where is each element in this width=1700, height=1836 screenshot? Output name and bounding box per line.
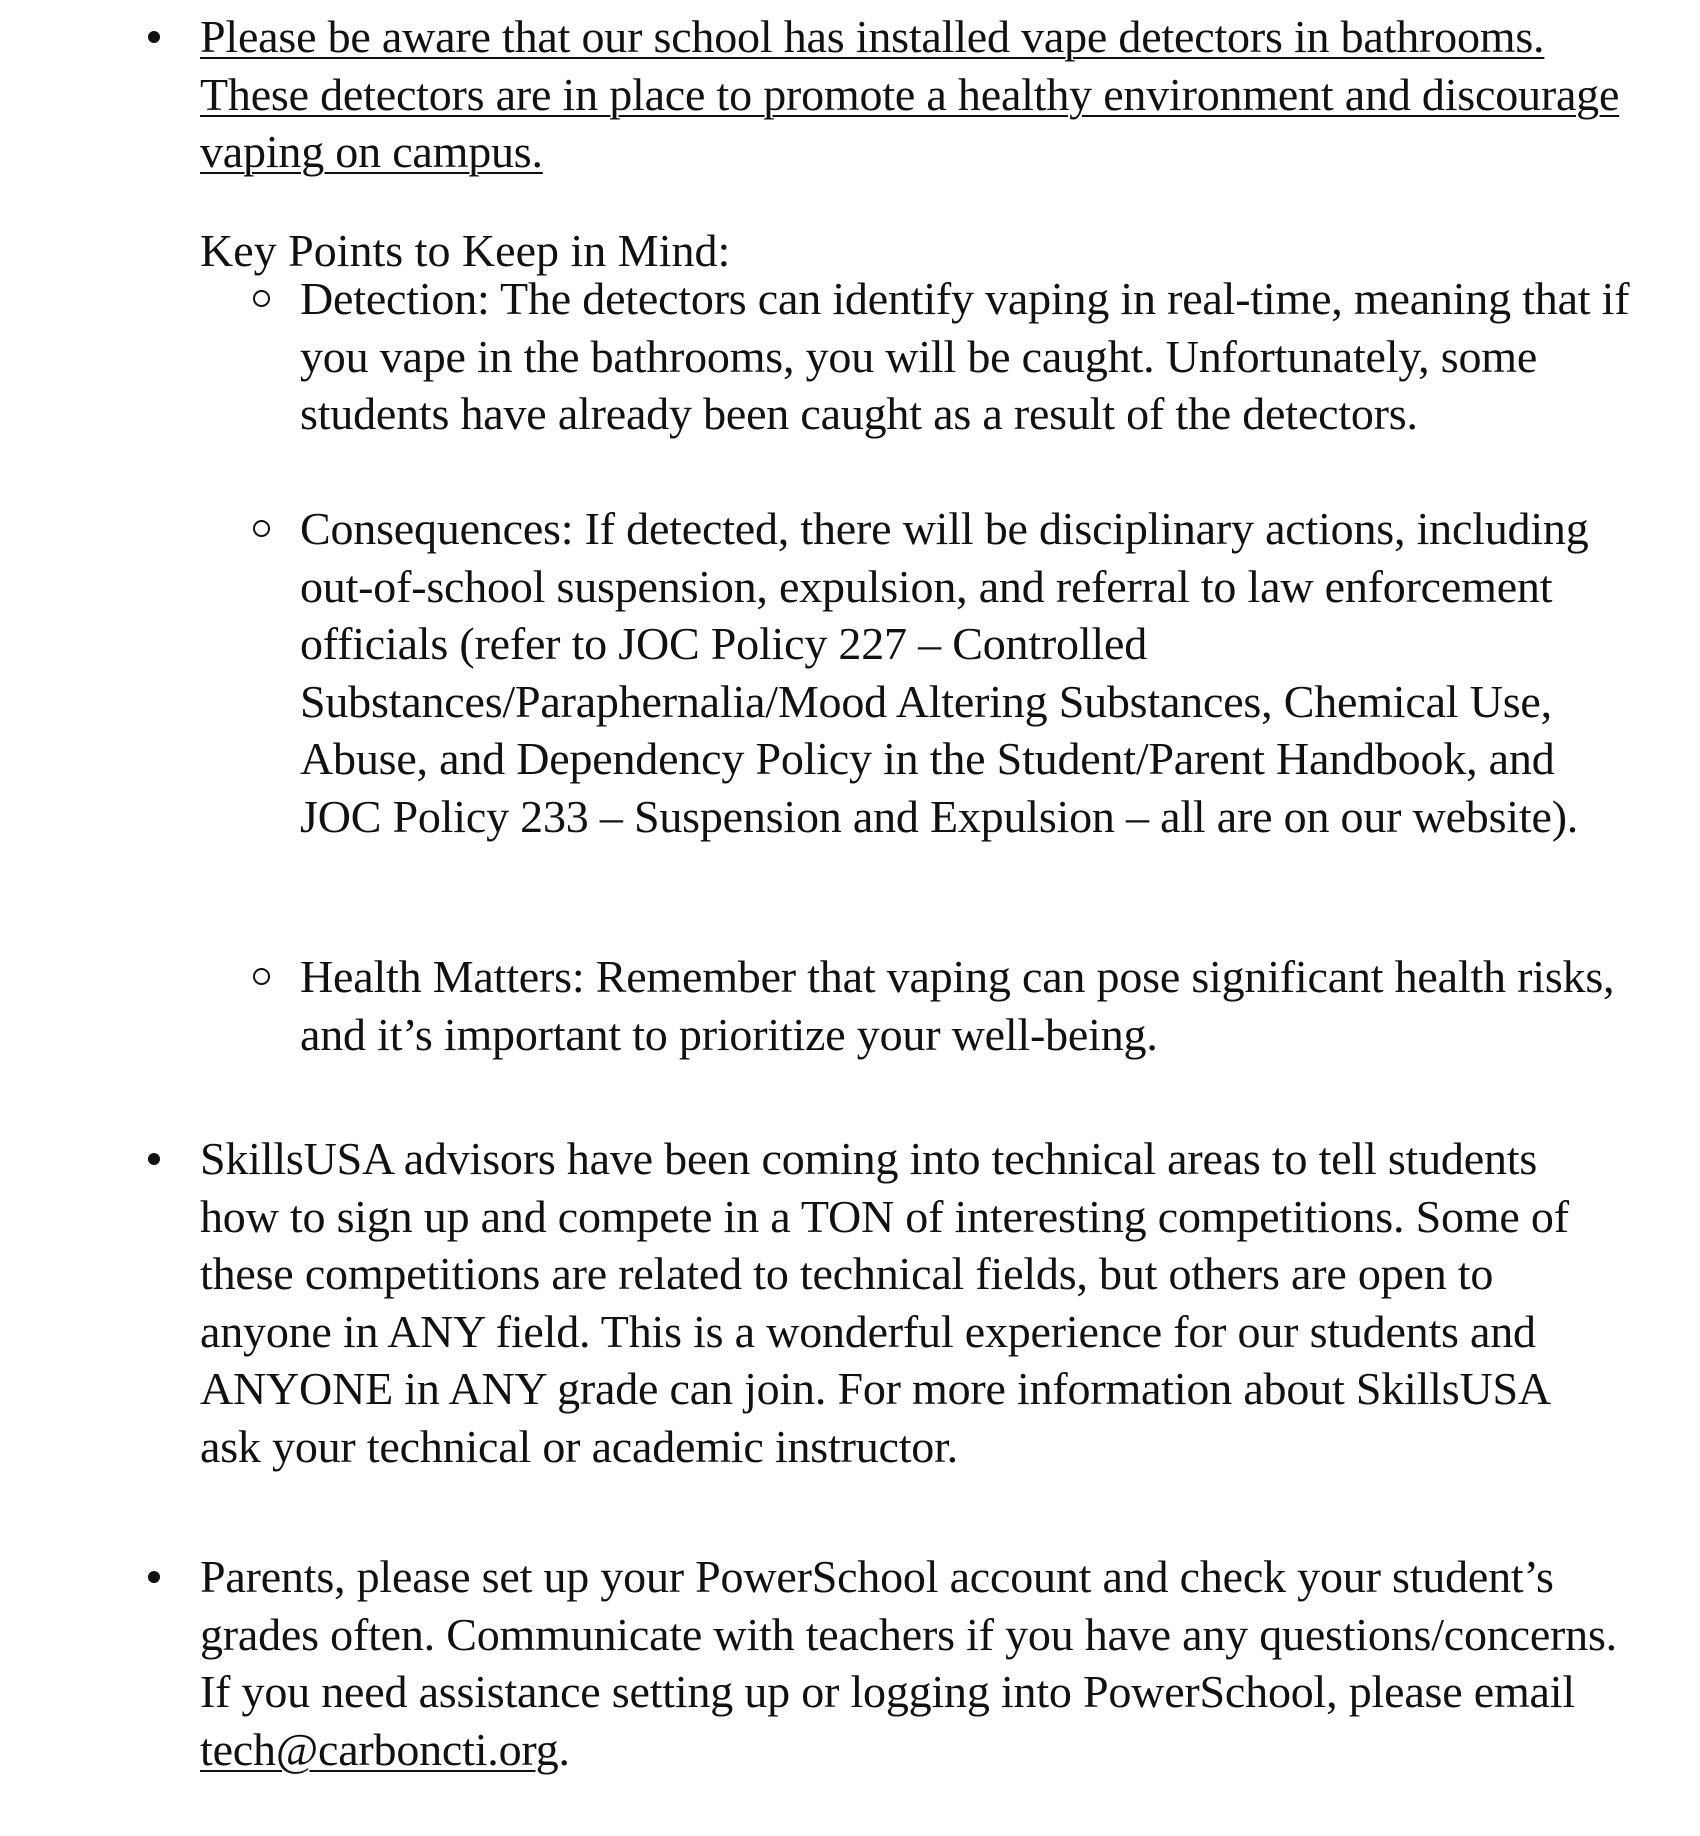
- bullet-icon: [148, 31, 160, 43]
- skillsusa-notice: [200, 1130, 1620, 1475]
- skillsusa-text: SkillsUSA advisors have been coming into technical areas to tell students how to sign up and compete in a TON of interesting competitions. Some of these competitions are related to technical fields, but others are open to anyone in ANY field. This is a wonderful experience for our students and ANYONE in ANY grade can join. For more information about SkillsUSA ask your technical or academic instructor.: [200, 1133, 1569, 1472]
- key-point-detection-text: Detection: The detectors can identify vaping in real-time, meaning that if you vape in the bathrooms, you will be caught. Unfortunately, some students have already been caught as a result of the detectors.: [300, 273, 1630, 439]
- circle-bullet-icon: [253, 290, 270, 307]
- key-point-detection: [300, 270, 1630, 443]
- vape-detector-notice: [200, 8, 1620, 181]
- powerschool-text-end: .: [558, 1723, 570, 1775]
- key-point-health-text: Health Matters: Remember that vaping can pose significant health risks, and it’s important to prioritize your well-being.: [300, 951, 1615, 1060]
- key-point-health: [300, 948, 1630, 1063]
- key-point-consequences-text: Consequences: If detected, there will be disciplinary actions, including out-of-school suspension, expulsion, and referral to law enforcement officials (refer to JOC Policy 227 – Controlled Substances/Paraphernalia/Mood Altering Substances, Chemical Use, Abuse, and Dependency Policy in the Student/Parent Handbook, and JOC Policy 233 – Suspension and Expulsion – all are on our website).: [300, 503, 1589, 842]
- key-points-heading: Key Points to Keep in Mind:: [200, 225, 731, 276]
- powerschool-notice: [200, 1548, 1620, 1778]
- key-point-consequences: [300, 500, 1630, 845]
- powerschool-text: Parents, please set up your PowerSchool account and check your student’s grades often. Communicate with teachers if you have any questions/concerns. If you need assistance setting up or logging into PowerSchool, please email: [200, 1551, 1617, 1717]
- bullet-icon: [148, 1153, 160, 1165]
- circle-bullet-icon: [253, 968, 270, 985]
- bullet-icon: [148, 1571, 160, 1583]
- tech-email-link[interactable]: tech@carboncti.org: [200, 1723, 559, 1775]
- vape-detector-text: Please be aware that our school has installed vape detectors in bathrooms. These detectors are in place to promote a healthy environment and discourage vaping on campus.: [200, 11, 1620, 177]
- circle-bullet-icon: [253, 520, 270, 537]
